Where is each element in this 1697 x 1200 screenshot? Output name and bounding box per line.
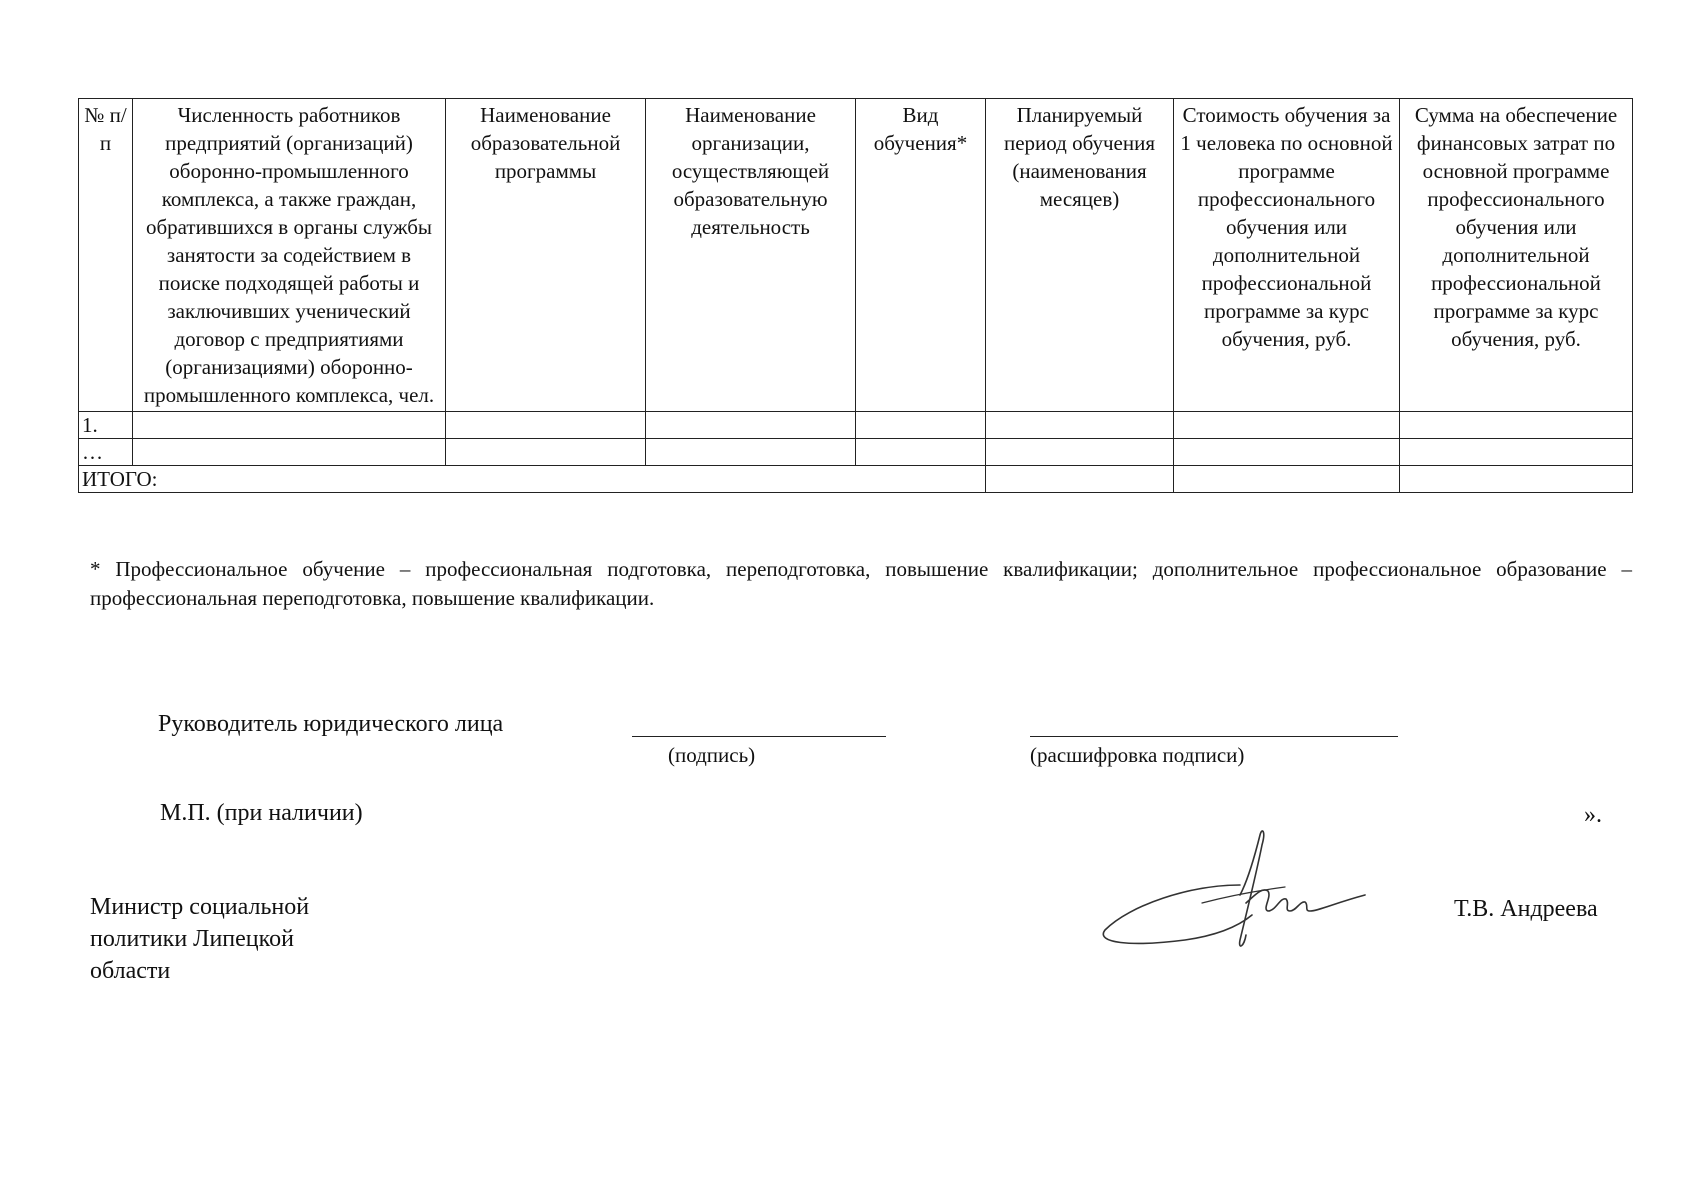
table-cell: [856, 412, 986, 439]
table-cell: [646, 439, 856, 466]
table-cell: [133, 439, 446, 466]
table-cell: [1400, 439, 1633, 466]
table-cell: [986, 466, 1174, 493]
minister-title-line1: Министр социальной: [90, 894, 310, 920]
header-program-name: Наименование образовательной программы: [446, 99, 646, 412]
signature-decoding-caption: (расшифровка подписи): [1030, 743, 1245, 767]
table-cell: [1174, 466, 1400, 493]
header-organization-name: Наименование организации, осуществляющей образовательную деятельность: [646, 99, 856, 412]
table-cell: [446, 439, 646, 466]
training-cost-table: [78, 98, 1633, 493]
table-row: [79, 439, 1633, 466]
signature-caption: (подпись): [668, 743, 756, 767]
table-cell: [1400, 412, 1633, 439]
table-cell: [986, 439, 1174, 466]
signature-line: [632, 736, 886, 737]
minister-name: Т.В. Андреева: [1454, 896, 1598, 922]
table-cell: [1400, 466, 1633, 493]
total-label: ИТОГО:: [79, 466, 986, 493]
header-training-type: Вид обучения*: [856, 99, 986, 412]
training-type-footnote: * Профессиональное обучение – профессиональная подготовка, переподготовка, повышение квалификации; дополнительное профессиональное образование – профессиональная переподготовка, повышение квалификации.: [90, 557, 1632, 610]
table-cell: [986, 412, 1174, 439]
table-cell: [1174, 412, 1400, 439]
closing-quote: ».: [1584, 802, 1602, 828]
table-cell: [856, 439, 986, 466]
header-total-amount: Сумма на обеспечение финансовых затрат по основной программе профессионального обучения или дополнительной профессиональной программе за курс обучения, руб.: [1400, 99, 1633, 412]
handwritten-signature: [1090, 825, 1380, 955]
table-cell: [133, 412, 446, 439]
table-cell: [1174, 439, 1400, 466]
total-row: [79, 466, 1633, 493]
stamp-label: М.П. (при наличии): [160, 800, 363, 826]
header-planned-period: Планируемый период обучения (наименования месяцев): [986, 99, 1174, 412]
row-number: 1.: [79, 412, 133, 439]
minister-title-line2: политики Липецкой: [90, 926, 294, 952]
table-cell: [446, 412, 646, 439]
row-number: …: [79, 439, 133, 466]
table-header-row: [79, 99, 1633, 412]
table-cell: [646, 412, 856, 439]
header-number: № п/п: [79, 99, 133, 412]
header-employee-count: Численность работников предприятий (организаций) оборонно-промышленного комплекса, а также граждан, обратившихся в органы службы занятости за содействием в поиске подходящей работы и заключивших ученический договор с предприятиями (организациями) оборонно-промышленного комплекса, чел.: [133, 99, 446, 412]
table-row: [79, 412, 1633, 439]
signature-decoding-line: [1030, 736, 1398, 737]
minister-title-line3: области: [90, 958, 171, 984]
head-of-entity-label: Руководитель юридического лица: [158, 711, 504, 737]
header-cost-per-person: Стоимость обучения за 1 человека по основной программе профессионального обучения или дополнительной профессиональной программе за курс обучения, руб.: [1174, 99, 1400, 412]
